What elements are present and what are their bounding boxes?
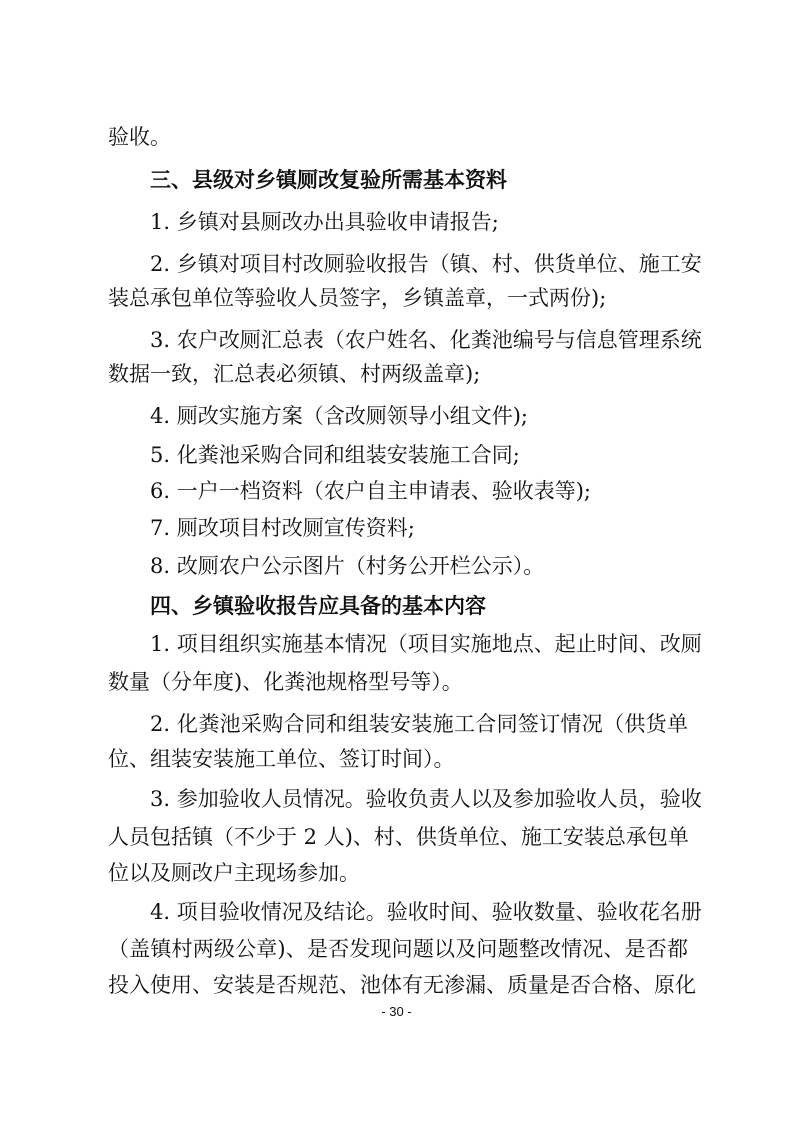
section-heading: 三、县级对乡镇厕改复验所需基本资料 (150, 168, 507, 192)
list-item: 4. 厕改实施方案（含改厕领导小组文件); (150, 404, 528, 428)
section-heading: 四、乡镇验收报告应具备的基本内容 (150, 594, 486, 618)
list-item: 3. 参加验收人员情况。验收负责人以及参加验收人员，验收 (150, 787, 702, 811)
list-item: 4. 项目验收情况及结论。验收时间、验收数量、验收花名册 (150, 900, 702, 924)
text-line: 投入使用、安装是否规范、池体有无渗漏、质量是否合格、原化 (108, 973, 696, 997)
list-item: 3. 农户改厕汇总表（农户姓名、化粪池编号与信息管理系统 (150, 328, 702, 352)
text-line: （盖镇村两级公章)、是否发现问题以及问题整改情况、是否都 (108, 937, 688, 961)
text-line: 位以及厕改户主现场参加。 (108, 861, 360, 885)
list-item: 1. 乡镇对县厕改办出具验收申请报告; (150, 210, 499, 234)
list-item: 6. 一户一档资料（农户自主申请表、验收表等); (150, 479, 591, 503)
list-item: 2. 乡镇对项目村改厕验收报告（镇、村、供货单位、施工安 (150, 252, 702, 276)
text-line: 验收。 (108, 125, 171, 149)
list-item: 5. 化粪池采购合同和组装安装施工合同; (150, 443, 520, 467)
page-number: - 30 - (381, 1004, 412, 1019)
list-item: 8. 改厕农户公示图片（村务公开栏公示）。 (150, 554, 545, 578)
list-item: 1. 项目组织实施基本情况（项目实施地点、起止时间、改厕 (150, 632, 702, 656)
text-line: 装总承包单位等验收人员签字，乡镇盖章，一式两份); (108, 286, 607, 310)
text-line: 数据一致，汇总表必须镇、村两级盖章); (108, 362, 481, 386)
text-line: 位、组装安装施工单位、签订时间）。 (108, 747, 455, 771)
text-line: 人员包括镇（不少于 2 人)、村、供货单位、施工安装总承包单 (108, 825, 689, 849)
text-line: 数量（分年度)、化粪池规格型号等）。 (108, 670, 463, 694)
list-item: 7. 厕改项目村改厕宣传资料; (150, 516, 415, 540)
list-item: 2. 化粪池采购合同和组装安装施工合同签订情况（供货单 (150, 712, 688, 736)
